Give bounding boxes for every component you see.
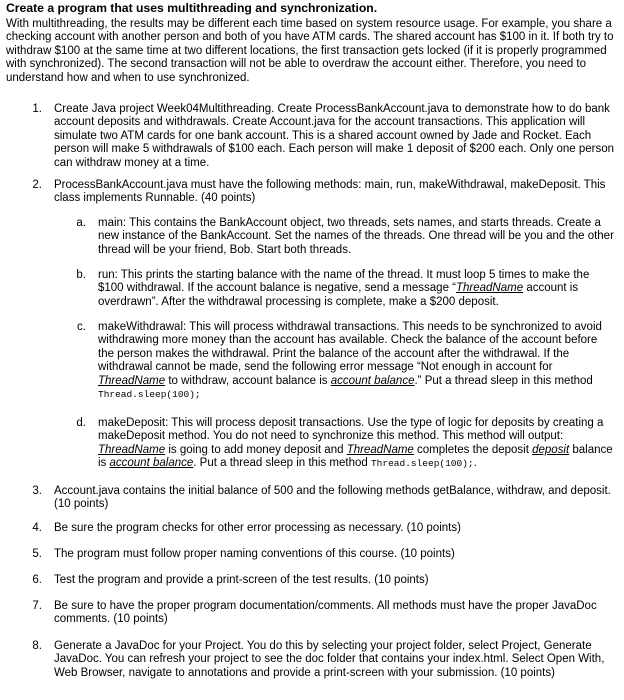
item-number: 1. [32,103,42,115]
item-number: 7. [32,600,42,612]
item-number: 3. [32,485,42,497]
subitem-makewithdrawal: makeWithdrawal: This will process withdrawal transactions. This needs to be synchronized to avoid withdrawing more money than the account has available. Check the balance of the account before the person makes the withdrawal. Print the balance of the account after the withdrawal. If the withdrawal cannot be made, send the following error message “Not enough in account for ThreadName to withdraw, account balance is account balance.” Put a thread sleep in this method Thread.sleep(100); [98,321,602,401]
list-item: Test the program and provide a print-screen of the test results. (10 points) [54,574,429,586]
subitem-run: run: This prints the starting balance with the name of the thread. It must loop 5 times to make the $100 withdrawal. If the account balance is negative, send a message “ThreadName account is overdrawn”. After the withdrawal processing is complete, make a $200 deposit. [98,269,590,308]
list-item: Be sure the program checks for other error processing as necessary. (10 points) [54,522,461,534]
list-item: Account.java contains the initial balance of 500 and the following methods getBalance, withdraw, and deposit. (10 points) [54,485,611,511]
item-number: 6. [32,574,42,586]
subitem-letter: d. [76,417,86,429]
subitem-letter: c. [77,321,86,333]
subitem-makedeposit: makeDeposit: This will process deposit transactions. Use the type of logic for deposits by creating a makeDeposit method. You do not need to synchronize this method. This method will output: ThreadName is going to add money deposit and ThreadName completes the deposit deposit balance is account balance. Put a thread sleep in this method Thread.sleep(100);. [98,417,613,470]
list-item: Be sure to have the proper program documentation/comments. All methods must have the proper JavaDoc comments. (10 points) [54,600,597,626]
list-item: Generate a JavaDoc for your Project. You do this by selecting your project folder, select Project, Generate JavaDoc. You can refresh your project to see the doc folder that contains your index.html. Select Open With, Web Browser, navigate to annotations and provide a print-screen with your submission. (10 points) [54,640,605,679]
subitem-letter: b. [76,269,86,281]
item-number: 5. [32,548,42,560]
item-number: 8. [32,640,42,652]
list-item: The program must follow proper naming conventions of this course. (10 points) [54,548,455,560]
list-item: ProcessBankAccount.java must have the following methods: main, run, makeWithdrawal, makeDeposit. This class implements Runnable. (40 points) [54,179,606,205]
subitem-main: main: This contains the BankAccount object, two threads, sets names, and starts threads. Create a new instance of the BankAccount. Set the names of the threads. One thread will be you and the other thread will be your friend, Bob. Start both threads. [98,217,614,256]
intro-paragraph: With multithreading, the results may be different each time based on system resource usage. For example, you share a checking account with another person and both of you have ATM cards. The shared account has $100 in it. If both try to withdraw $100 at the same time at two different locations, the first transaction gets locked (if it is properly programmed with synchronized). The second transaction will not be able to overdraw the account either. Therefore, you need to understand how and when to use synchronized. [6,18,614,84]
item-number: 4. [32,522,42,534]
code-snippet: Thread.sleep(100); [370,458,474,470]
page-title: Create a program that uses multithreading and synchronization. [6,1,378,15]
code-snippet: Thread.sleep(100); [98,389,201,401]
list-item: Create Java project Week04Multithreading. Create ProcessBankAccount.java to demonstrate how to do bank account deposits and withdrawals. Create Account.java for the account transactions. This application will simulate two ATM cards for one bank account. This is a shared account owned by Jade and Rocket. Each person will make 5 withdrawals of $100 each. Each person will make 1 deposit of $200 each. Only one person can withdraw money at a time. [54,103,614,169]
item-number: 2. [32,179,42,191]
subitem-letter: a. [76,217,86,229]
